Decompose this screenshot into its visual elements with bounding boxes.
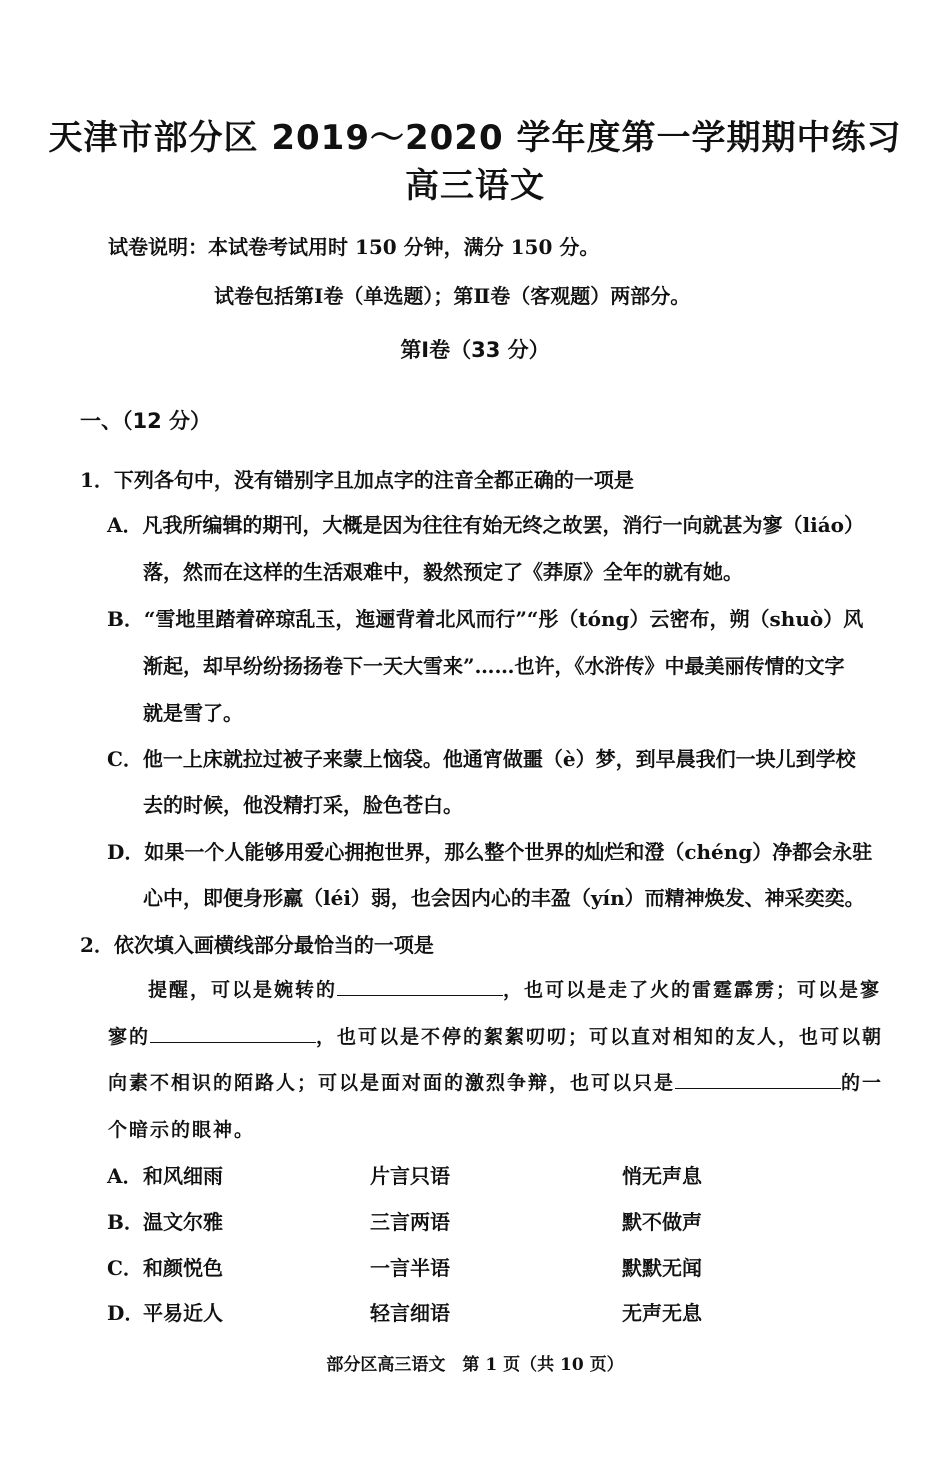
q2-passage-text: 寥的 [108,1026,151,1048]
part-heading: 一、（12 分） [80,409,212,433]
q2-passage-text: 的一 [841,1072,884,1094]
exam-subject: 高三语文 [405,166,545,206]
q2-passage-line3 [108,1068,883,1095]
q2-option-c-label: C． [107,1256,143,1280]
section-heading: 第Ⅰ卷（33 分） [400,338,550,362]
q2-option-b-label: B． [107,1210,144,1234]
q2-passage-text: ，也可以是不停的絮絮叨叨；可以直对相知的友人，也可以朝 [316,1026,884,1048]
q2-option-a-word3: 悄无声息 [622,1164,702,1188]
q2-option-d-word1: 平易近人 [143,1301,223,1325]
q2-passage-line2 [108,1022,883,1049]
q1-option-c-line1: C．他一上床就拉过被子来蒙上恼袋。他通宵做噩（è）梦，到早晨我们一块儿到学校 [107,747,856,771]
q2-passage-line1 [148,975,881,1002]
fill-blank-2 [150,1022,316,1043]
q1-option-b-line3: 就是雪了。 [143,701,243,725]
q2-option-d-word3: 无声无息 [622,1301,702,1325]
q2-passage-text: 向素不相识的陌路人；可以是面对面的激烈争辩，也可以只是 [108,1072,676,1094]
q2-option-c-word2: 一言半语 [370,1256,450,1280]
question-2-stem: 2．依次填入画横线部分最恰当的一项是 [80,933,434,957]
q2-option-b-word2: 三言两语 [370,1210,450,1234]
q2-option-a-label: A． [107,1164,143,1188]
q2-option-a-word1: 和风细雨 [143,1164,223,1188]
q1-option-d-line2: 心中，即便身形羸（léi）弱，也会因内心的丰盈（yín）而精神焕发、神采奕奕。 [143,886,865,910]
q1-option-a-line2: 落，然而在这样的生活艰难中，毅然预定了《莽原》全年的就有她。 [143,560,743,584]
q1-option-b-line2: 渐起，却早纷纷扬扬卷下一天大雪来”……也许，《水浒传》中最美丽传情的文字 [143,654,845,678]
question-1-stem: 1．下列各句中，没有错别字且加点字的注音全都正确的一项是 [80,468,634,492]
q2-option-c-word1: 和颜悦色 [143,1256,223,1280]
q2-option-d-word2: 轻言细语 [370,1301,450,1325]
q1-option-b-line1: B．“雪地里踏着碎琼乱玉，迤逦背着北风而行”“彤（tóng）云密布，朔（shuò）风 [107,607,864,631]
q2-option-b-word3: 默不做声 [622,1210,702,1234]
q2-passage-text: ，也可以是走了火的雷霆霹雳；可以是寥 [503,979,882,1001]
q1-option-a-line1: A．凡我所编辑的期刊，大概是因为往往有始无终之故罢，消行一向就甚为寥（liáo） [107,513,865,537]
page-footer: 部分区高三语文 第 1 页（共 10 页） [326,1355,624,1375]
q1-option-c-line2: 去的时候，他没精打采，脸色苍白。 [143,793,463,817]
fill-blank-1 [337,975,503,996]
exam-title: 天津市部分区 2019～2020 学年度第一学期期中练习 [48,118,902,158]
q2-option-b-word1: 温文尔雅 [143,1210,223,1234]
fill-blank-3 [675,1068,841,1089]
q2-option-d-label: D． [107,1301,145,1325]
instructions-line-2: 试卷包括第Ⅰ卷（单选题）；第Ⅱ卷（客观题）两部分。 [214,284,691,308]
q2-option-c-word3: 默默无闻 [622,1256,702,1280]
q2-option-a-word2: 片言只语 [370,1164,450,1188]
q2-passage-line4: 个暗示的眼神。 [108,1119,256,1141]
instructions-line-1: 试卷说明：本试卷考试用时 150 分钟，满分 150 分。 [108,235,600,259]
q1-option-d-line1: D．如果一个人能够用爱心拥抱世界，那么整个世界的灿烂和澄（chéng）净都会永驻 [107,840,873,864]
q2-passage-text: 提醒，可以是婉转的 [148,979,338,1001]
